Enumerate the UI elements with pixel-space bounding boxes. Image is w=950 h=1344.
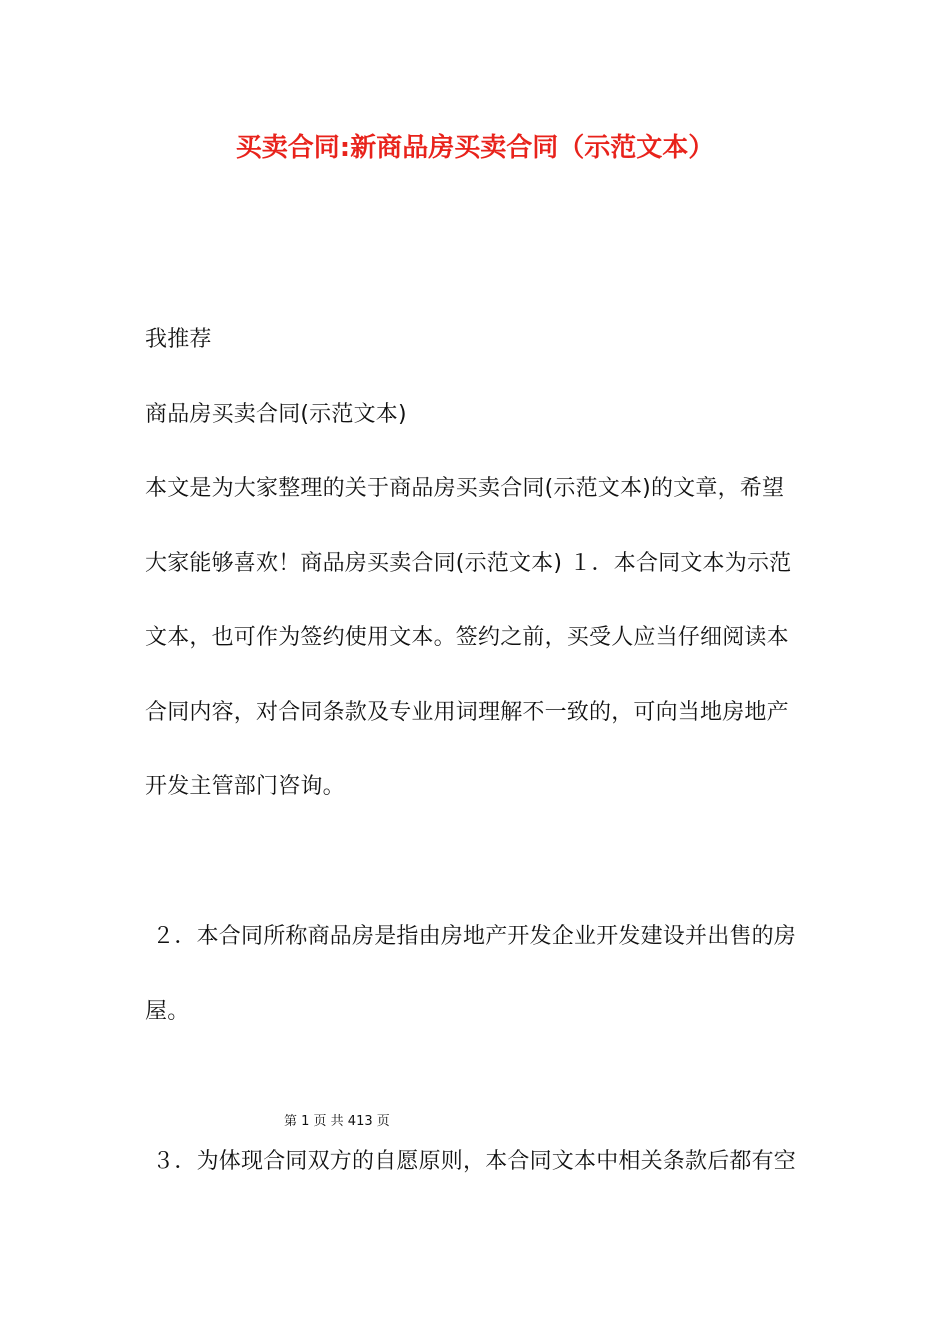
text-line-intro-1: 本文是为大家整理的关于商品房买卖合同(示范文本)的文章，希望: [145, 476, 785, 501]
text-line-subtitle: 商品房买卖合同(示范文本): [145, 402, 407, 427]
text-line-clause-3a: ３．为体现合同双方的自愿原则，本合同文本中相关条款后都有空: [145, 1149, 796, 1174]
text-line-intro-4: 合同内容，对合同条款及专业用词理解不一致的，可向当地房地产: [145, 700, 789, 725]
text-line-recommend: 我推荐: [145, 327, 212, 352]
document-title: 买卖合同:新商品房买卖合同（示范文本）: [235, 133, 715, 163]
text-line-clause-2b: 屋。: [145, 999, 190, 1024]
text-line-clause-2a: ２．本合同所称商品房是指由房地产开发企业开发建设并出售的房: [145, 924, 796, 949]
text-line-intro-5: 开发主管部门咨询。: [145, 774, 345, 799]
page-footer: 第 1 页 共 413 页: [284, 1114, 390, 1129]
text-line-intro-3: 文本，也可作为签约使用文本。签约之前，买受人应当仔细阅读本: [145, 625, 789, 650]
text-line-intro-2: 大家能够喜欢！商品房买卖合同(示范文本) １．本合同文本为示范: [145, 551, 792, 576]
